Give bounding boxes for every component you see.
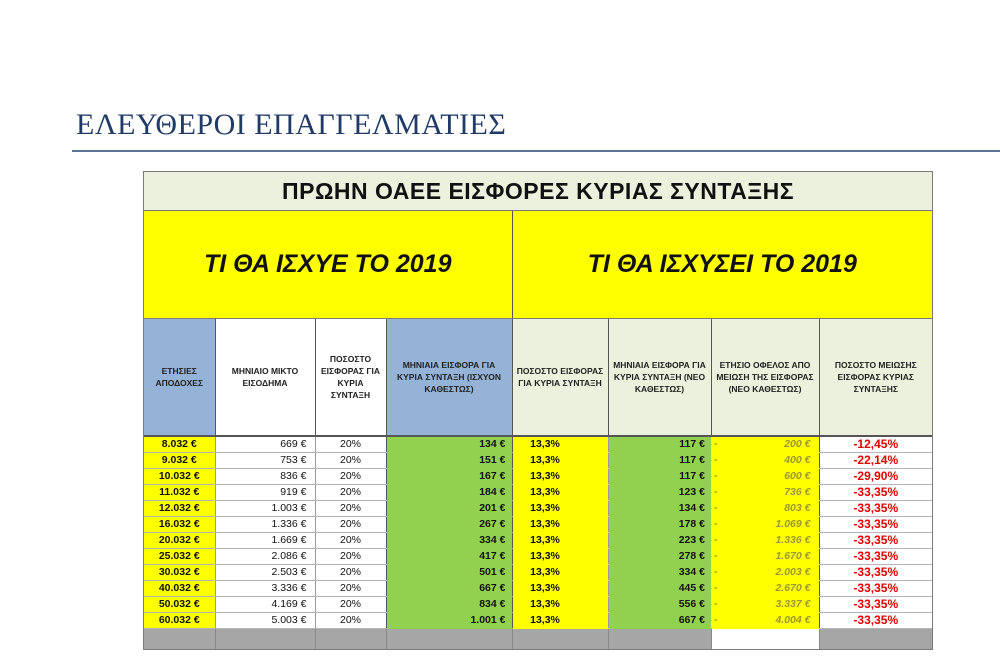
benefit-dash: - [714,566,718,578]
cell-annual-earnings: 16.032 € [144,517,215,533]
header-monthly-income: ΜΗΝΙΑΙΟ ΜΙΚΤΟ ΕΙΣΟΔΗΜΑ [215,319,315,437]
benefit-dash: - [714,582,718,594]
benefit-value: 2.003 € [775,566,811,578]
cell-reduction-rate: -33,35% [819,501,932,517]
cell-monthly-income: 1.669 € [215,533,315,549]
cell-old-rate: 20% [315,533,386,549]
cell-new-contribution: 178 € [608,517,711,533]
cell-old-contribution: 151 € [386,453,512,469]
table-row [144,517,932,533]
cell-monthly-income: 3.336 € [215,581,315,597]
cell-annual-benefit [711,453,819,469]
cell-old-contribution: 667 € [386,581,512,597]
cell-old-rate: 20% [315,453,386,469]
header-annual-earnings: ΕΤΗΣΙΕΣ ΑΠΟΔΟΧΕΣ [144,319,215,437]
cell-annual-earnings: 8.032 € [144,436,215,453]
cell-old-contribution: 834 € [386,597,512,613]
benefit-dash: - [714,454,718,466]
cell-monthly-income: 669 € [215,436,315,453]
cell-new-contribution: 117 € [608,453,711,469]
cell-old-contribution: 167 € [386,469,512,485]
table-row [144,469,932,485]
cell-new-contribution: 123 € [608,485,711,501]
cell-reduction-rate: -29,90% [819,469,932,485]
benefit-value: 1.336 € [775,534,811,546]
cell-annual-benefit [711,436,819,453]
benefit-value: 2.670 € [775,582,811,594]
header-new-contribution: ΜΗΝΙΑΙΑ ΕΙΣΦΟΡΑ ΓΙΑ ΚΥΡΙΑ ΣΥΝΤΑΞΗ (ΝΕΟ ΚΑΘΕΣΤΩΣ) [608,319,711,437]
cell-old-rate: 20% [315,597,386,613]
footer-cell [608,629,711,650]
cell-new-rate: 13,3% [512,613,608,629]
cell-monthly-income: 753 € [215,453,315,469]
cell-monthly-income: 2.086 € [215,549,315,565]
benefit-dash: - [714,598,718,610]
old-regime-heading: ΤΙ ΘΑ ΙΣΧΥΕ ΤΟ 2019 [144,211,512,319]
cell-annual-earnings: 60.032 € [144,613,215,629]
benefit-dash: - [714,550,718,562]
cell-monthly-income: 836 € [215,469,315,485]
cell-annual-earnings: 50.032 € [144,597,215,613]
benefit-value: 736 € [784,486,811,498]
cell-new-contribution: 278 € [608,549,711,565]
footer-cell [315,629,386,650]
table-row [144,501,932,517]
benefit-dash: - [714,518,718,530]
benefit-dash: - [714,438,718,450]
cell-monthly-income: 1.336 € [215,517,315,533]
footer-cell [144,629,215,650]
benefit-value: 1.670 € [775,550,811,562]
benefit-dash: - [714,486,718,498]
cell-annual-earnings: 12.032 € [144,501,215,517]
footer-cell [512,629,608,650]
header-new-rate: ΠΟΣΟΣΤΟ ΕΙΣΦΟΡΑΣ ΓΙΑ ΚΥΡΙΑ ΣΥΝΤΑΞΗ [512,319,608,437]
cell-new-rate: 13,3% [512,549,608,565]
footer-cell [819,629,932,650]
cell-new-contribution: 667 € [608,613,711,629]
benefit-value: 803 € [784,502,811,514]
new-regime-heading: ΤΙ ΘΑ ΙΣΧΥΣΕΙ ΤΟ 2019 [512,211,932,319]
cell-annual-earnings: 25.032 € [144,549,215,565]
table-row [144,533,932,549]
benefit-value: 600 € [784,470,811,482]
cell-monthly-income: 5.003 € [215,613,315,629]
cell-old-contribution: 201 € [386,501,512,517]
cell-old-rate: 20% [315,549,386,565]
benefit-value: 400 € [784,454,811,466]
cell-annual-benefit [711,549,819,565]
cell-new-rate: 13,3% [512,517,608,533]
cell-reduction-rate: -33,35% [819,549,932,565]
cell-new-contribution: 556 € [608,597,711,613]
cell-old-contribution: 267 € [386,517,512,533]
cell-annual-earnings: 9.032 € [144,453,215,469]
title-divider [72,150,1000,152]
cell-annual-benefit [711,581,819,597]
cell-new-rate: 13,3% [512,436,608,453]
footer-cell [215,629,315,650]
cell-old-rate: 20% [315,469,386,485]
table-row [144,613,932,629]
cell-annual-benefit [711,565,819,581]
table-body [144,436,932,629]
cell-old-contribution: 334 € [386,533,512,549]
cell-old-rate: 20% [315,613,386,629]
table-row [144,436,932,453]
cell-old-rate: 20% [315,581,386,597]
benefit-value: 1.069 € [775,518,811,530]
benefit-value: 3.337 € [775,598,811,610]
cell-reduction-rate: -33,35% [819,597,932,613]
benefit-dash: - [714,502,718,514]
cell-new-contribution: 117 € [608,469,711,485]
cell-annual-benefit [711,613,819,629]
cell-old-contribution: 1.001 € [386,613,512,629]
header-reduction-rate: ΠΟΣΟΣΤΟ ΜΕΙΩΣΗΣ ΕΙΣΦΟΡΑΣ ΚΥΡΙΑΣ ΣΥΝΤΑΞΗΣ [819,319,932,437]
benefit-dash: - [714,614,718,626]
table-row [144,565,932,581]
cell-old-contribution: 184 € [386,485,512,501]
cell-new-rate: 13,3% [512,597,608,613]
cell-old-rate: 20% [315,501,386,517]
benefit-dash: - [714,534,718,546]
cell-new-contribution: 334 € [608,565,711,581]
table-row [144,581,932,597]
cell-new-contribution: 223 € [608,533,711,549]
cell-monthly-income: 2.503 € [215,565,315,581]
cell-reduction-rate: -33,35% [819,517,932,533]
cell-reduction-rate: -33,35% [819,533,932,549]
cell-old-rate: 20% [315,436,386,453]
cell-new-rate: 13,3% [512,453,608,469]
cell-annual-earnings: 10.032 € [144,469,215,485]
cell-annual-benefit [711,469,819,485]
cell-old-contribution: 134 € [386,436,512,453]
cell-new-rate: 13,3% [512,565,608,581]
cell-new-contribution: 117 € [608,436,711,453]
page-title: ΕΛΕΥΘΕΡΟΙ ΕΠΑΓΓΕΛΜΑΤΙΕΣ [76,108,507,141]
cell-new-rate: 13,3% [512,469,608,485]
cell-new-rate: 13,3% [512,485,608,501]
cell-new-contribution: 134 € [608,501,711,517]
cell-reduction-rate: -22,14% [819,453,932,469]
cell-annual-earnings: 30.032 € [144,565,215,581]
cell-monthly-income: 1.003 € [215,501,315,517]
table-row [144,485,932,501]
header-annual-benefit: ΕΤΗΣΙΟ ΟΦΕΛΟΣ ΑΠΟ ΜΕΙΩΣΗ ΤΗΣ ΕΙΣΦΟΡΑΣ (ΝΕΟ ΚΑΘΕΣΤΩΣ) [711,319,819,437]
benefit-value: 4.004 € [775,614,811,626]
table-row [144,453,932,469]
cell-annual-benefit [711,501,819,517]
cell-annual-earnings: 20.032 € [144,533,215,549]
cell-annual-earnings: 11.032 € [144,485,215,501]
cell-reduction-rate: -33,35% [819,581,932,597]
footer-cell [386,629,512,650]
cell-monthly-income: 919 € [215,485,315,501]
cell-annual-benefit [711,597,819,613]
cell-old-rate: 20% [315,517,386,533]
cell-old-contribution: 501 € [386,565,512,581]
contributions-table [143,171,933,650]
cell-old-rate: 20% [315,565,386,581]
cell-new-contribution: 445 € [608,581,711,597]
cell-annual-earnings: 40.032 € [144,581,215,597]
cell-annual-benefit [711,517,819,533]
table-banner: ΠΡΩΗΝ ΟΑΕΕ ΕΙΣΦΟΡΕΣ ΚΥΡΙΑΣ ΣΥΝΤΑΞΗΣ [144,172,932,211]
cell-annual-benefit [711,485,819,501]
benefit-dash: - [714,470,718,482]
cell-annual-benefit [711,533,819,549]
cell-reduction-rate: -33,35% [819,485,932,501]
cell-reduction-rate: -33,35% [819,565,932,581]
header-old-contribution: ΜΗΝΙΑΙΑ ΕΙΣΦΟΡΑ ΓΙΑ ΚΥΡΙΑ ΣΥΝΤΑΞΗ (ΙΣΧΥΟΝ ΚΑΘΕΣΤΩΣ) [386,319,512,437]
table-row [144,549,932,565]
cell-reduction-rate: -33,35% [819,613,932,629]
table-row [144,597,932,613]
header-old-rate: ΠΟΣΟΣΤΟ ΕΙΣΦΟΡΑΣ ΓΙΑ ΚΥΡΙΑ ΣΥΝΤΑΞΗ [315,319,386,437]
cell-new-rate: 13,3% [512,501,608,517]
cell-old-contribution: 417 € [386,549,512,565]
cell-new-rate: 13,3% [512,533,608,549]
cell-old-rate: 20% [315,485,386,501]
cell-new-rate: 13,3% [512,581,608,597]
benefit-value: 200 € [784,438,811,450]
footer-cell [711,629,819,650]
cell-monthly-income: 4.169 € [215,597,315,613]
cell-reduction-rate: -12,45% [819,436,932,453]
